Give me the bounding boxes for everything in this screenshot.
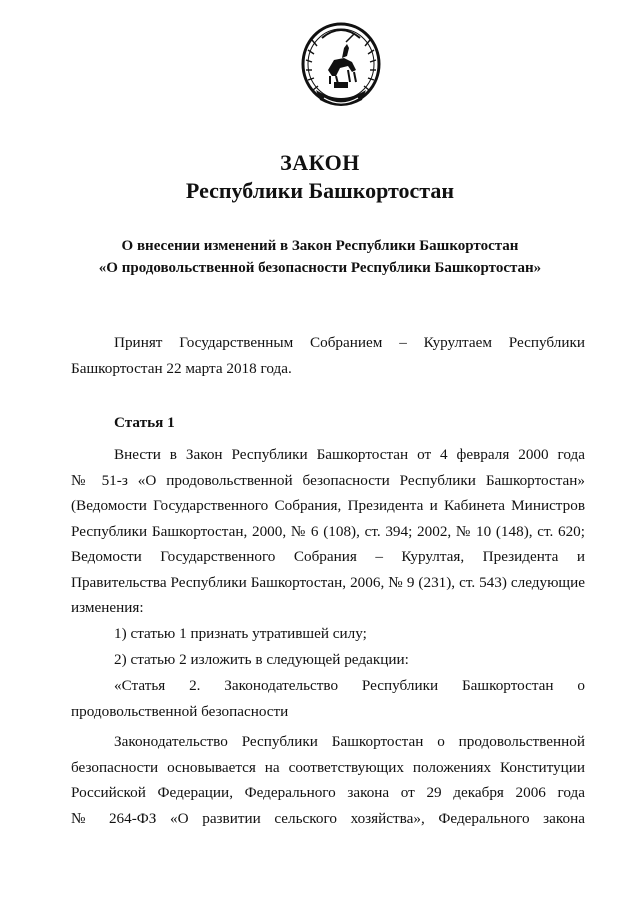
quote-word: Республики [361, 677, 439, 694]
item-2 [71, 647, 585, 673]
adoption-word: Курултаем [423, 334, 492, 351]
quote-word: Законодательство [224, 677, 339, 694]
article-heading: Статья 1 [114, 414, 175, 431]
adoption-line2: Башкортостан 22 марта 2018 года. [71, 359, 292, 377]
text-line: Российской Федерации, Федерального закона от 29 декабря 2006 года [71, 784, 585, 801]
adoption-word: – [399, 334, 407, 351]
quote-word: 2. [189, 677, 201, 694]
document-subtitle: Республики Башкортостан [185, 178, 455, 203]
text-line: № 264-ФЗ «О развитии сельского хозяйства», Федерального закона [71, 809, 585, 827]
text-line: Республики Башкортостан, 2000, № 6 (108), ст. 394; 2002, № 10 (148), ст. 620; [71, 522, 585, 540]
text-line: № 51-з «О продовольственной безопасности Республики Башкортостан» [71, 471, 585, 489]
text-line: Внести в Закон Республики Башкортостан от 4 февраля 2000 года [114, 446, 585, 463]
quoted-paragraph [71, 729, 585, 831]
quote-line1 [71, 673, 585, 699]
quote-line2: продовольственной безопасности [71, 702, 289, 720]
quote-word: Башкортостан [461, 677, 554, 694]
adoption-paragraph [71, 330, 585, 381]
item-1 [71, 621, 585, 647]
item-1-text: 1) статью 1 признать утратившей силу; [114, 625, 367, 642]
adoption-word: Государственным [179, 334, 294, 351]
adoption-line1 [71, 330, 585, 356]
item-2-text: 2) статью 2 изложить в следующей редакции: [114, 651, 409, 668]
text-line: (Ведомости Государственного Собрания, Президента и Кабинета Министров [71, 497, 585, 514]
law-name-line2: «О продовольственной безопасности Республики Башкортостан» [98, 260, 542, 276]
quoted-article-heading [71, 673, 585, 724]
text-line: Законодательство Республики Башкортостан о продовольственной [114, 733, 585, 750]
law-name-line1: О внесении изменений в Закон Республики Башкортостан [121, 238, 519, 254]
quote-word: «Статья [114, 677, 166, 694]
text-line: Ведомости Государственного Собрания – Курултая, Президента и [71, 548, 585, 565]
text-line: изменения: [71, 599, 144, 616]
adoption-word: Принят [114, 334, 163, 351]
bashkortostan-emblem-icon [300, 20, 382, 112]
article1-paragraph [71, 442, 585, 621]
adoption-word: Собранием [309, 334, 383, 351]
adoption-word: Республики [508, 334, 585, 351]
quote-word: о [577, 677, 585, 694]
text-line: безопасности основывается на соответствующих положениях Конституции [71, 758, 585, 776]
document-title: ЗАКОН [280, 150, 360, 175]
text-line: Правительства Республики Башкортостан, 2006, № 9 (231), ст. 543) следующие [71, 573, 585, 591]
